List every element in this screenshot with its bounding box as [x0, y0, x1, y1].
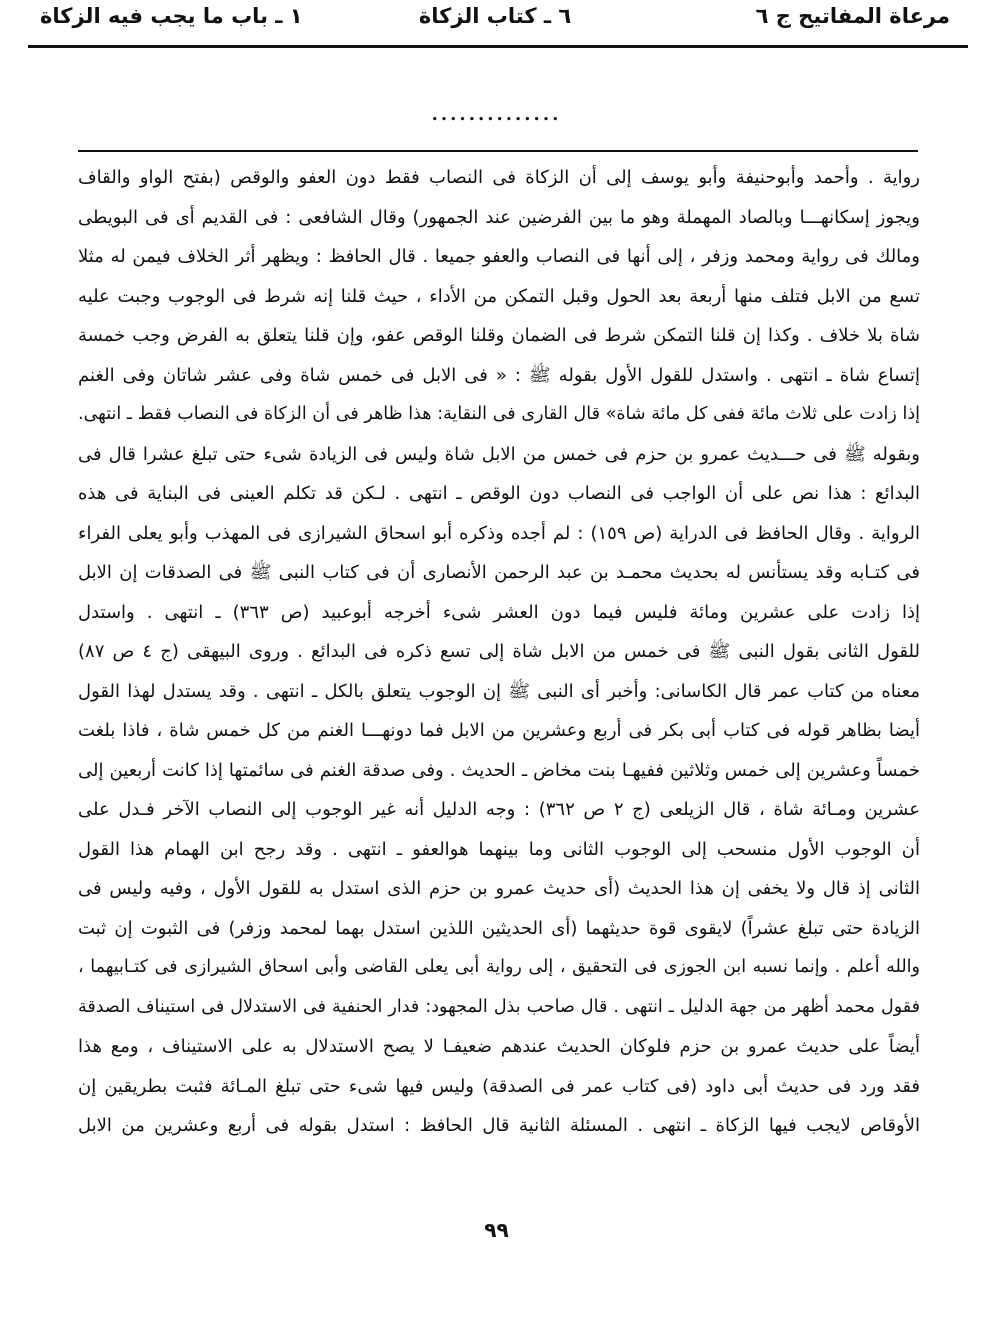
header-rule	[28, 45, 968, 48]
text-line: رواية . وأحمد وأبوحنيفة وأبو يوسف إلى أن الزكاة فى النصاب فقط دون العفو والوقص (بفتح الواو والقاف	[78, 167, 920, 188]
text-line: خمساً وعشرين إلى خمس وثلاثين ففيهـا بنت مخاض ـ الحديث . وفى صدقة الغنم فى سائمتها إذا كانت أربعين إلى	[78, 759, 920, 781]
text-line: الأوقاص لايجب فيها الزكاة ـ انتهى . المسئلة الثانية قال الحافظ : استدل بقوله فى أربع وعشرين من الابل	[78, 1115, 920, 1136]
text-line: فقول محمد أظهر من جهة الدليل ـ انتهى . قال صاحب بذل المجهود: فدار الحنفية فى الاستدلال فى استيناف الصدقة	[78, 996, 920, 1017]
text-line: ومالك فى رواية ومحمد وزفر ، إلى أنها فى النصاب والعفو جميعا . قال الحافظ : ويظهر أثر الخلاف فيمن له مثلا	[78, 246, 920, 267]
body-text	[78, 158, 920, 1146]
text-line: عشرين ومـائة شاة ، قال الزيلعى (ج ٢ ص ٣٦٢) : وجه الدليل أنه غير الوجوب إلى النصاب الآخر فـدل على	[78, 799, 920, 820]
running-header	[40, 4, 950, 44]
text-line: أيضاً على حديث عمرو بن حزم فلوكان الحديث عندهم ضعيفـا لا يصح الاستدلال به على الاستيناف ، ومع هذا	[78, 1036, 920, 1057]
text-line: الزيادة حتى تبلغ عشراً) لايقوى قوة حديثهما (أى الحديثين اللذين استدل بهما لمحمد وزفر) فى الثبوت إن ثبت	[78, 917, 920, 939]
text-line: البدائع : هذا نص على أن الواجب فى النصاب دون الوقص ـ انتهى . لـكن قد تكلم العينى فى البناية فى هذه	[78, 483, 920, 504]
section-separator: ..............	[431, 104, 562, 125]
text-line: إذا زادت على عشرين ومائة فليس فيما دون العشر شىء أخرجه أبوعبيد (ص ٣٦٣) ـ انتهى . واستدل	[78, 601, 920, 623]
text-line: أيضا بظاهر قوله فى كتاب أبى بكر فى أربع وعشرين من الابل فما دونهـــا الغنم من كل خمس شاة ، فاذا بلغت	[78, 720, 920, 741]
text-line: فقد ورد فى حديث أبى داود (فى كتاب عمر فى الصدقة) وليس فيها شىء حتى تبلغ المـائة فثبت بطريقين إن	[78, 1075, 920, 1097]
header-book-title: مرعاة المفاتيح ج ٦	[755, 4, 950, 28]
text-line: الرواية . وقال الحافظ فى الدراية (ص ١٥٩) : لم أجده وذكره أبو اسحاق الشيرازى فى المهذب وأبو يعلى الفراء	[78, 522, 920, 544]
text-line: شاة بلا خلاف . وكذا إن قلنا التمكن شرط فى الضمان وقلنا الوقص عفو، وإن قلنا يتعلق به الفرض وجب خمسة	[78, 325, 920, 346]
text-line: ويجوز إسكانهـــا وبالصاد المهملة وهو ما بين الفرضين عند الجمهور) وقال الشافعى : فى القديم أى فى البويطى	[78, 206, 920, 228]
text-line: وبقوله ﷺ فى حـــديث عمرو بن حزم فى خمس من الابل شاة وليس فى الزيادة شىء حتى تبلغ عشرا قال فى	[78, 443, 920, 465]
page-number: ٩٩	[484, 1218, 509, 1242]
text-line: إذا زادت على ثلاث مائة ففى كل مائة شاة» قال القارى فى النقاية: هذا ظاهر فى أن الزكاة فى النصاب فقط ـ انتهى.	[78, 404, 920, 424]
text-line: أن الوجوب الأول منسحب إلى الوجوب الثانى وما بينهما هوالعفو ـ انتهى . وقد رجح ابن الهمام هذا القول	[78, 838, 920, 860]
text-line: فى كتـابه وقد يستأنس له بحديث محمـد بن عبد الرحمن الأنصارى أن فى كتاب النبى ﷺ فى الصدقات إن الابل	[78, 562, 920, 583]
header-section-title: ١ ـ باب ما يجب فيه الزكاة	[40, 4, 303, 28]
text-line: للقول الثانى بقول النبى ﷺ فى خمس من الابل شاة إلى تسع ذكره فى البدائع . وروى البيهقى (ج ٤ ص ٨٧)	[78, 641, 920, 662]
header-chapter-title: ٦ ـ كتاب الزكاة	[418, 4, 572, 28]
text-line: الثانى إذ قال ولا يخفى إن هذا الحديث (أى حديث عمرو بن حزم الذى استدل به للقول الأول ، وفيه وليس فى	[78, 878, 920, 899]
text-line: تسع من الابل فتلف منها أربعة بعد الحول وقبل التمكن من الأداء ، حيث قلنا إنه شرط فى الوجوب وجبت عليه	[78, 285, 920, 307]
footnote-rule	[78, 150, 918, 152]
text-line: معناه من كتاب عمر قال الكاسانى: وأخبر أى النبى ﷺ إن الوجوب يتعلق بالكل ـ انتهى . وقد يستدل لهذا القول	[78, 680, 920, 702]
text-line: إتساع شاة ـ انتهى . واستدل للقول الأول بقوله ﷺ : « فى الابل فى خمس شاة وفى عشر شاتان وفى الغنم	[78, 364, 920, 386]
text-line: والله أعلم . وإنما نسبه ابن الجوزى فى التحقيق ، إلى رواية أبى يعلى القاضى وأبى اسحاق الشيرازى فى كتـابيهما ،	[78, 957, 920, 977]
